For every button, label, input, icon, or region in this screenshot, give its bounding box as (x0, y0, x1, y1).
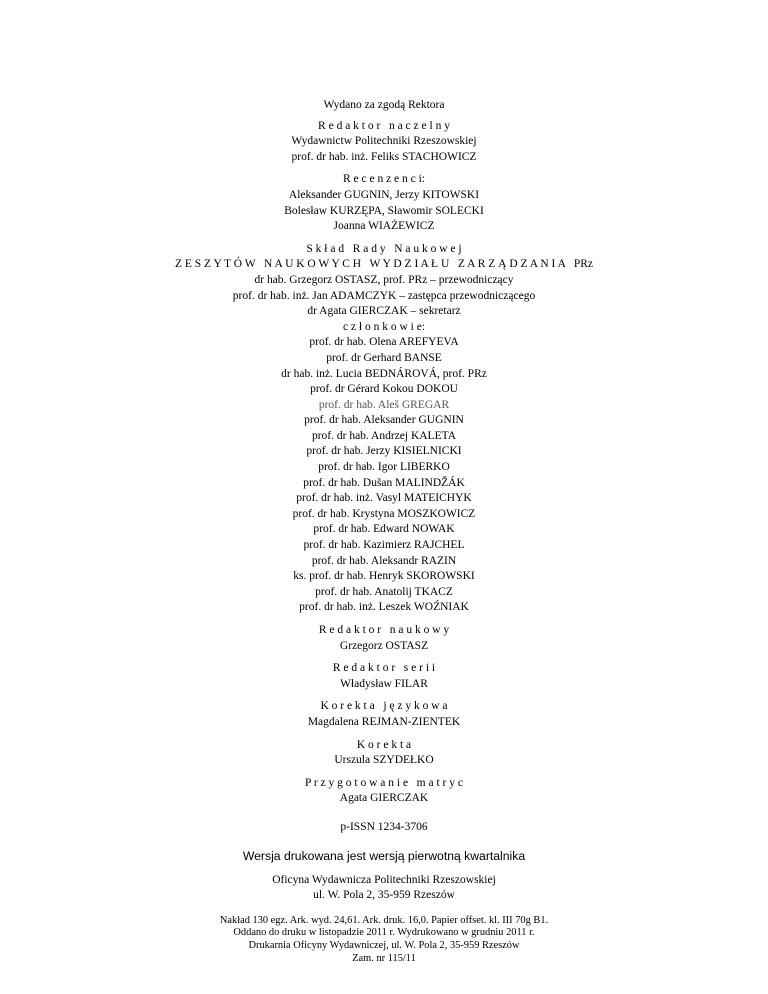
council-member: prof. dr hab. Jerzy KISIELNICKI (306, 445, 462, 458)
proofreading-heading: K o r e k t a (356, 738, 412, 751)
council-member: prof. dr hab. Aleš GREGAR (318, 398, 450, 411)
council-member: prof. dr hab. Kazimierz RAJCHEL (303, 539, 465, 552)
council-member: prof. dr hab. Krystyna MOSZKOWICZ (292, 507, 476, 520)
members-heading: c z ł o n k o w i e: (342, 320, 426, 333)
reviewer-line: Joanna WIAŻEWICZ (333, 220, 435, 233)
council-heading: S k ł a d R a d y N a u k o w e j (306, 242, 462, 255)
council-member: prof. dr hab. Edward NOWAK (313, 523, 455, 536)
matrix-preparation-heading: P r z y g o t o w a n i e m a t r y c (305, 776, 463, 789)
primary-version-note: Wersja drukowana jest wersją pierwotną kwartalnika (242, 848, 526, 863)
council-member: dr hab. inż. Lucia BEDNÁROVÁ, prof. PRz (281, 367, 487, 380)
colophon-page (0, 98, 768, 965)
council-officer: dr hab. Grzegorz OSTASZ, prof. PRz – przewodniczący (254, 273, 514, 286)
imprint-line: Oddano do druku w listopadzie 2011 r. Wydrukowano w grudniu 2011 r. (233, 927, 535, 939)
council-member: prof. dr hab. Anatolij TKACZ (315, 585, 453, 598)
council-member: ks. prof. dr hab. Henryk SKOROWSKI (293, 570, 475, 583)
reviewer-line: Bolesław KURZĘPA, Sławomir SOLECKI (284, 204, 484, 217)
council-member: prof. dr hab. inż. Leszek WOŹNIAK (299, 601, 469, 614)
council-member: prof. dr hab. Aleksander GUGNIN (304, 414, 464, 427)
council-member: prof. dr hab. Aleksandr RAZIN (311, 554, 457, 567)
council-member: prof. dr hab. Olena AREFYEVA (309, 336, 459, 349)
proofreading-name: Urszula SZYDEŁKO (334, 754, 434, 767)
council-member: prof. dr Gerhard BANSE (326, 351, 442, 364)
matrix-preparation-name: Agata GIERCZAK (339, 792, 429, 805)
imprint-line: Nakład 130 egz. Ark. wyd. 24,61. Ark. druk. 16,0. Papier offset. kl. III 70g B1. (219, 914, 549, 926)
editor-in-chief-heading: R e d a k t o r n a c z e l n y (318, 119, 450, 132)
reviewers-heading: R e c e n z e n c i: (342, 173, 426, 186)
series-editor-heading: R e d a k t o r s e r i i (332, 662, 436, 675)
series-editor-name: Władysław FILAR (340, 677, 428, 690)
scientific-editor-heading: R e d a k t o r n a u k o w y (318, 624, 450, 636)
council-member: prof. dr hab. inż. Vasyl MATEICHYK (296, 492, 472, 505)
reviewer-line: Aleksander GUGNIN, Jerzy KITOWSKI (288, 188, 480, 201)
publisher-address: ul. W. Pola 2, 35-959 Rzeszów (313, 889, 455, 902)
publisher-name: Oficyna Wydawnicza Politechniki Rzeszowskiej (272, 873, 496, 886)
imprint-line: Drukarnia Oficyny Wydawniczej, ul. W. Pola 2, 35-959 Rzeszów (248, 939, 520, 951)
editor-in-chief-name: prof. dr hab. inż. Feliks STACHOWICZ (291, 150, 477, 163)
council-subheading: Z E S Z Y T Ó W N A U K O W Y C H W Y D Z I A Ł U Z A R Z Ą D Z A N I A PRz (174, 258, 594, 271)
approval-note: Wydano za zgodą Rektora (323, 99, 445, 111)
council-member: prof. dr hab. Andrzej KALETA (311, 429, 457, 442)
imprint-line: Zam. nr 115/11 (352, 952, 416, 964)
language-proofreading-name: Magdalena REJMAN-ZIENTEK (307, 715, 461, 728)
council-member: prof. dr hab. Igor LIBERKO (318, 461, 450, 474)
scientific-editor-name: Grzegorz OSTASZ (339, 639, 429, 652)
issn-number: p-ISSN 1234-3706 (340, 820, 428, 833)
council-officer: dr Agata GIERCZAK – sekretarz (307, 305, 461, 318)
council-member: prof. dr hab. Dušan MALINDŽÁK (303, 476, 465, 489)
language-proofreading-heading: K o r e k t a j ę z y k o w a (320, 700, 448, 713)
council-member: prof. dr Gérard Kokou DOKOU (310, 383, 458, 396)
editor-in-chief-line1: Wydawnictw Politechniki Rzeszowskiej (291, 135, 477, 148)
council-officer: prof. dr hab. inż. Jan ADAMCZYK – zastępca przewodniczącego (232, 289, 536, 302)
